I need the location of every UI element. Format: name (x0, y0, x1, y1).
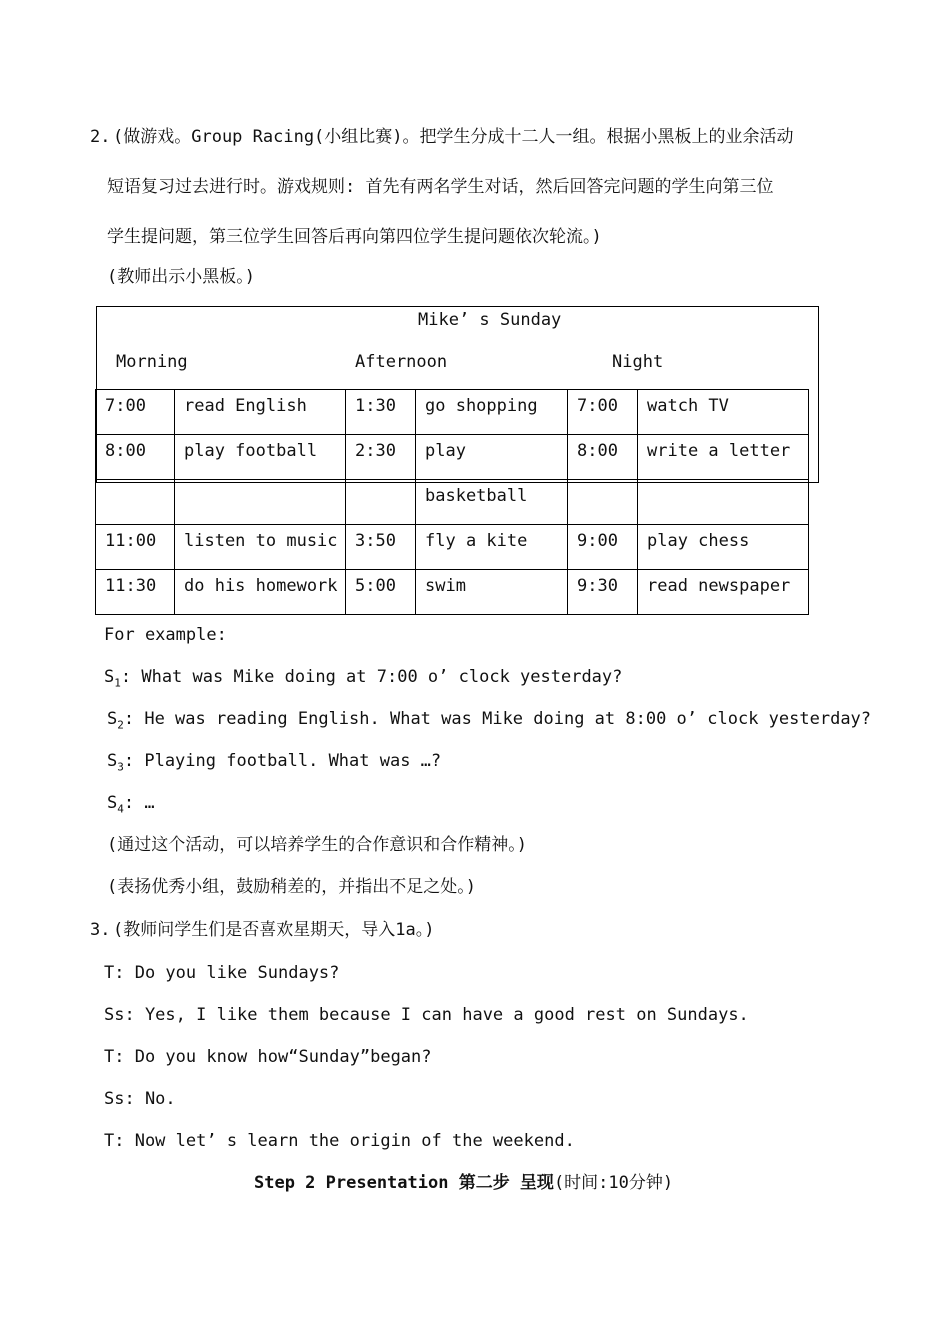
item3-dialogue-5: T: Now let’ s learn the origin of the weekend. (104, 1131, 575, 1151)
dialogue-s4 (107, 792, 155, 820)
item2-line1: (做游戏。Group Racing(小组比赛)。把学生分成十二人一组。根据小黑板上的业余活动 (113, 127, 794, 147)
table-cell: read newspaper (638, 570, 809, 615)
table-cell: 8:00 (96, 435, 175, 480)
table-cell: read English (175, 390, 346, 435)
table-cell: play (416, 435, 568, 480)
speaker-sub: 4 (117, 802, 124, 816)
table-cell: do his homework (175, 570, 346, 615)
table-cell: go shopping (416, 390, 568, 435)
speaker-sub: 3 (117, 760, 124, 774)
speaker-s: S (104, 667, 115, 687)
table-cell: 5:00 (346, 570, 416, 615)
dialogue-text: : What was Mike doing at 7:00 o’ clock yesterday? (120, 667, 623, 687)
item2-line2: 短语复习过去进行时。游戏规则: 首先有两名学生对话，然后回答完问题的学生向第三位 (107, 177, 774, 197)
item3-intro: (教师问学生们是否喜欢星期天，导入1a。) (113, 920, 435, 940)
table-row (96, 435, 809, 480)
step-label: Step 2 Presentation 第二步 呈现 (254, 1173, 554, 1193)
table-cell (96, 480, 175, 525)
table-cell: 9:30 (568, 570, 638, 615)
table-cell: listen to music (175, 525, 346, 570)
period-morning: Morning (116, 352, 188, 372)
item2-line3: 学生提问题，第三位学生回答后再向第四位学生提问题依次轮流。) (107, 227, 602, 247)
table-cell: 7:00 (568, 390, 638, 435)
table-cell: watch TV (638, 390, 809, 435)
table-cell: 8:00 (568, 435, 638, 480)
table-cell: swim (416, 570, 568, 615)
item3-dialogue-2: Ss: Yes, I like them because I can have a good rest on Sundays. (104, 1005, 749, 1025)
item-number-3: 3. (90, 920, 111, 940)
item-number-2: 2. (90, 127, 111, 147)
table-cell (568, 480, 638, 525)
table-cell: 11:30 (96, 570, 175, 615)
step-heading (254, 1172, 673, 1194)
dialogue-text: : He was reading English. What was Mike doing at 8:00 o’ clock yesterday? (123, 709, 872, 729)
item2-note: (教师出示小黑板。) (107, 267, 255, 287)
dialogue-s2 (107, 708, 871, 736)
example-label: For example: (104, 625, 227, 645)
period-night: Night (612, 352, 664, 372)
speaker-s: S (107, 751, 118, 771)
period-afternoon: Afternoon (355, 352, 448, 372)
item3-dialogue-4: Ss: No. (104, 1089, 176, 1109)
table-row (96, 390, 809, 435)
table-cell (346, 480, 416, 525)
table-cell: play football (175, 435, 346, 480)
table-cell: write a letter (638, 435, 809, 480)
dialogue-text: : … (123, 793, 155, 813)
example-note2: (表扬优秀小组，鼓励稍差的，并指出不足之处。) (107, 877, 476, 897)
step-time: (时间:10分钟) (553, 1173, 674, 1193)
example-note1: (通过这个活动，可以培养学生的合作意识和合作精神。) (107, 835, 527, 855)
item3-dialogue-1: T: Do you like Sundays? (104, 963, 340, 983)
table-cell: 9:00 (568, 525, 638, 570)
table-row (96, 525, 809, 570)
schedule-table (95, 389, 809, 615)
table-cell: 1:30 (346, 390, 416, 435)
speaker-s: S (107, 709, 118, 729)
dialogue-text: : Playing football. What was …? (123, 751, 442, 771)
dialogue-s1 (104, 666, 622, 694)
speaker-sub: 2 (117, 718, 124, 732)
table-row (96, 480, 809, 525)
item3-dialogue-3: T: Do you know how“Sunday”began? (104, 1047, 432, 1067)
table-cell: 3:50 (346, 525, 416, 570)
table-cell (638, 480, 809, 525)
table-cell: 11:00 (96, 525, 175, 570)
speaker-sub: 1 (114, 676, 121, 690)
table-cell: 2:30 (346, 435, 416, 480)
table-cell: basketball (416, 480, 568, 525)
table-cell: play chess (638, 525, 809, 570)
table-cell: fly a kite (416, 525, 568, 570)
board-title: Mike’ s Sunday (418, 310, 562, 330)
dialogue-s3 (107, 750, 441, 778)
table-row (96, 570, 809, 615)
table-cell (175, 480, 346, 525)
speaker-s: S (107, 793, 118, 813)
table-cell: 7:00 (96, 390, 175, 435)
